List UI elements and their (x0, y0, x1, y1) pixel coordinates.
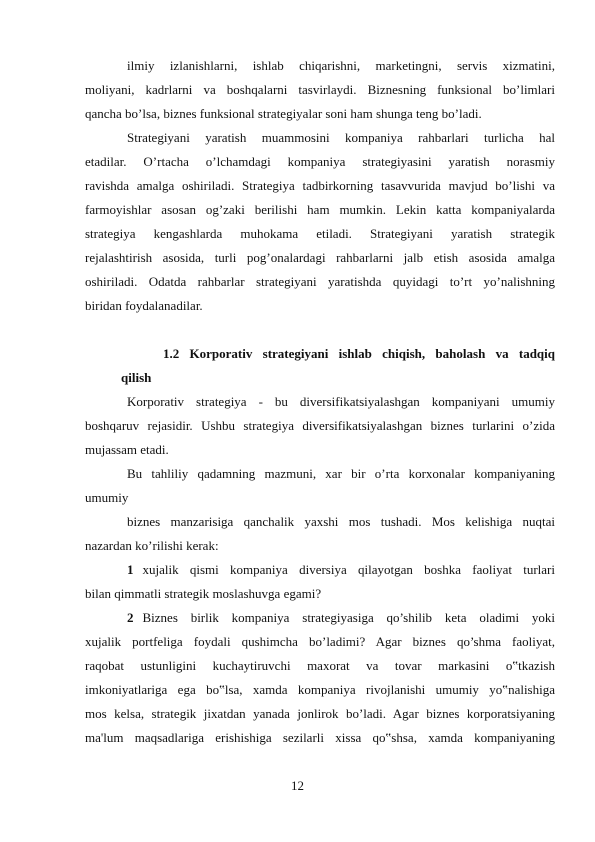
text-line: biznes manzarisiga qanchalik yaxshi mos tushadi. Mos kelishiga nuqtai (127, 514, 555, 529)
text-line: nazardan ko’rilishi kerak: (85, 538, 219, 553)
text-line: mujassam etadi. (85, 442, 169, 457)
section-heading: 1.2 Korporativ strategiyani ishlab chiqish, baholash va tadqiq (163, 346, 555, 361)
text-line: mos kelsa, strategik jixatdan yanada jonlirok bo’ladi. Agar biznes korporatsiyaning (85, 706, 555, 721)
text-line: farmoyishlar asosan og’zaki berilishi ham mumkin. Lekin katta kompaniyalarda (85, 202, 555, 217)
text-line: ravishda amalga oshiriladi. Strategiya tadbirkorning tasavvurida mavjud bo’lishi va (85, 178, 555, 193)
item-number: 2 (127, 610, 134, 625)
text-line: oshiriladi. Odatda rahbarlar strategiyani yaratishda quyidagi to’rt yo’nalishning (85, 274, 555, 289)
text-line: bilan qimmatli strategik moslashuvga egami? (85, 586, 322, 601)
text-line: strategiya kengashlarda muhokama etiladi. Strategiyani yaratish strategik (85, 226, 555, 241)
text-line: imkoniyatlariga ega bo‟lsa, xamda kompaniya rivojlanishi umumiy yo‟nalishiga (85, 682, 555, 697)
text-line: rejalashtirish asosida, turli pog’onalardagi rahbarlarni jalb etish asosida amalga (85, 250, 555, 265)
text-line: xujalik qismi kompaniya diversiya qilayotgan boshka faoliyat turlari (142, 562, 555, 577)
page-number: 12 (291, 778, 304, 793)
text-line: raqobat ustunligini kuchaytiruvchi maxorat va tovar markasini o‟tkazish (85, 658, 555, 673)
text-line: xujalik portfeliga foydali qushimcha bo’ladimi? Agar biznes qo’shma faoliyat, (85, 634, 555, 649)
text-line: etadilar. O’rtacha o’lchamdagi kompaniya strategiyasini yaratish norasmiy (85, 154, 555, 169)
text-line: ma'lum maqsadlariga erishishiga sezilarli xissa qo‟shsa, xamda kompaniyaning (85, 730, 555, 745)
text-line: Bu tahliliy qadamning mazmuni, xar bir o’rta korxonalar kompaniyaning (127, 466, 555, 481)
section-heading-continued: qilish (121, 370, 152, 385)
text-line: ilmiy izlanishlarni, ishlab chiqarishni, marketingni, servis xizmatini, (127, 58, 555, 73)
text-line: Korporativ strategiya - bu diversifikatsiyalashgan kompaniyani umumiy (127, 394, 555, 409)
text-line: Strategiyani yaratish muammosini kompaniya rahbarlari turlicha hal (127, 130, 555, 145)
text-line: Biznes birlik kompaniya strategiyasiga qo’shilib keta oladimi yoki (142, 610, 555, 625)
item-number: 1 (127, 562, 134, 577)
numbered-item-line (127, 610, 555, 626)
text-line: umumiy (85, 490, 129, 505)
text-line: biridan foydalanadilar. (85, 298, 203, 313)
text-line: moliyani, kadrlarni va boshqalarni tasvirlaydi. Biznesning funksional bo’limlari (85, 82, 555, 97)
numbered-item-line (127, 562, 555, 578)
text-line: boshqaruv rejasidir. Ushbu strategiya diversifikatsiyalashgan biznes turlarini o’zida (85, 418, 555, 433)
text-line: qancha bo’lsa, biznes funksional strategiyalar soni ham shunga teng bo’ladi. (85, 106, 482, 121)
